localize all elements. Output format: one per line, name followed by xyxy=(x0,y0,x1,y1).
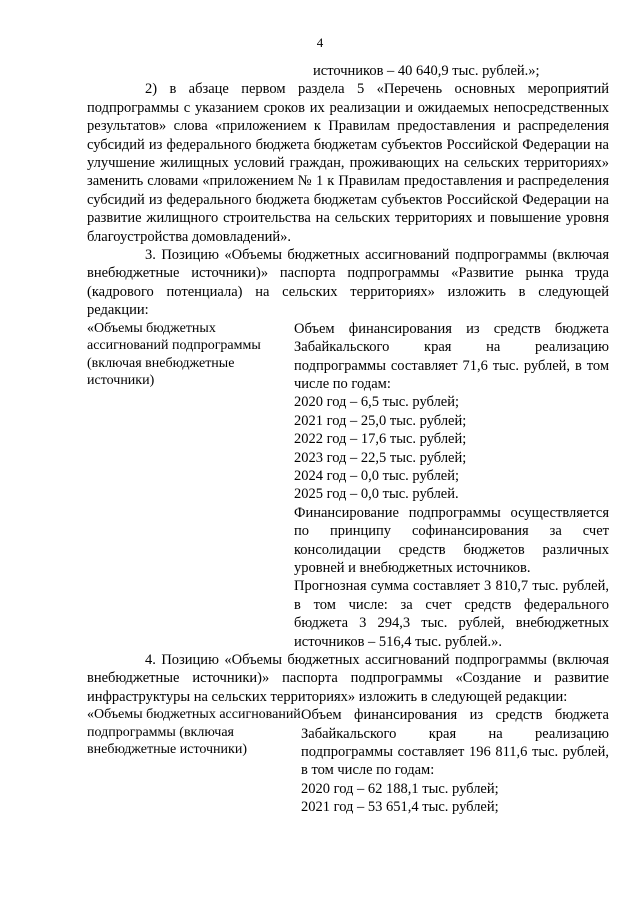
table1-year-2: 2022 год – 17,6 тыс. рублей; xyxy=(294,431,467,448)
table2-left-cell: «Объемы бюджетных ассигнований подпрограммы (включая внебюджетные источники) xyxy=(87,707,301,758)
continuation-line: источников – 40 640,9 тыс. рублей.»; xyxy=(313,63,540,79)
table2-year-0: 2020 год – 62 188,1 тыс. рублей; xyxy=(301,780,499,797)
table2-intro: Объем финансирования из средств бюджета Забайкальского края на реализацию подпрограммы составляет 196 811,6 тыс. рублей, в том числе по годам: xyxy=(301,707,609,779)
table1-forecast: Прогнозная сумма составляет 3 810,7 тыс. рублей, в том числе: за счет средств федерального бюджета 3 294,3 тыс. рублей, внебюджетных источников – 516,4 тыс. рублей.». xyxy=(294,578,609,650)
table1-intro: Объем финансирования из средств бюджета Забайкальского края на реализацию подпрограммы составляет 71,6 тыс. рублей, в том числе по годам: xyxy=(294,320,609,392)
paragraph-4: 4. Позицию «Объемы бюджетных ассигнований подпрограммы (включая внебюджетные источники)» паспорта подпрограммы «Создание и развитие инфраструктуры на сельских территориях» изложить в следующей редакции: xyxy=(87,652,609,705)
table2-right-cell xyxy=(301,706,609,816)
paragraph-3: 3. Позицию «Объемы бюджетных ассигнований подпрограммы (включая внебюджетные источники)» паспорта подпрограммы «Развитие рынка труда (кадрового потенциала) на сельских территориях» изложить в следующей редакции: xyxy=(87,247,609,319)
table1-year-1: 2021 год – 25,0 тыс. рублей; xyxy=(294,412,467,429)
table1-year-3: 2023 год – 22,5 тыс. рублей; xyxy=(294,449,467,466)
page-number: 4 xyxy=(316,35,324,50)
document-body xyxy=(87,62,609,817)
table1-year-4: 2024 год – 0,0 тыс. рублей; xyxy=(294,467,460,484)
table1-right-cell xyxy=(294,320,609,651)
passport-table-1 xyxy=(87,320,609,651)
table1-year-5: 2025 год – 0,0 тыс. рублей. xyxy=(294,486,459,503)
passport-table-2 xyxy=(87,706,609,816)
table1-financing: Финансирование подпрограммы осуществляется по принципу софинансирования за счет консолидации средств бюджетов различных уровней и внебюджетных источников. xyxy=(294,504,609,576)
table2-year-1: 2021 год – 53 651,4 тыс. рублей; xyxy=(301,799,499,816)
paragraph-2: 2) в абзаце первом раздела 5 «Перечень основных мероприятий подпрограммы с указанием сроков их реализации и ожидаемых непосредственных результатов» слова «приложением к Правилам предоставления и распределения субсидий из федерального бюджета бюджетам субъектов Российской Федерации на улучшение жилищных условий граждан, проживающих на сельских территориях» заменить словами «приложением № 1 к Правилам предоставления и распределения субсидий из федерального бюджета бюджетам субъектов Российской Федерации на развитие жилищного строительства на сельских территориях и повышение уровня благоустройства домовладений». xyxy=(87,81,609,245)
table1-year-0: 2020 год – 6,5 тыс. рублей; xyxy=(294,394,460,411)
table1-left-cell: «Объемы бюджетных ассигнований подпрограммы (включая внебюджетные источники) xyxy=(87,320,261,389)
